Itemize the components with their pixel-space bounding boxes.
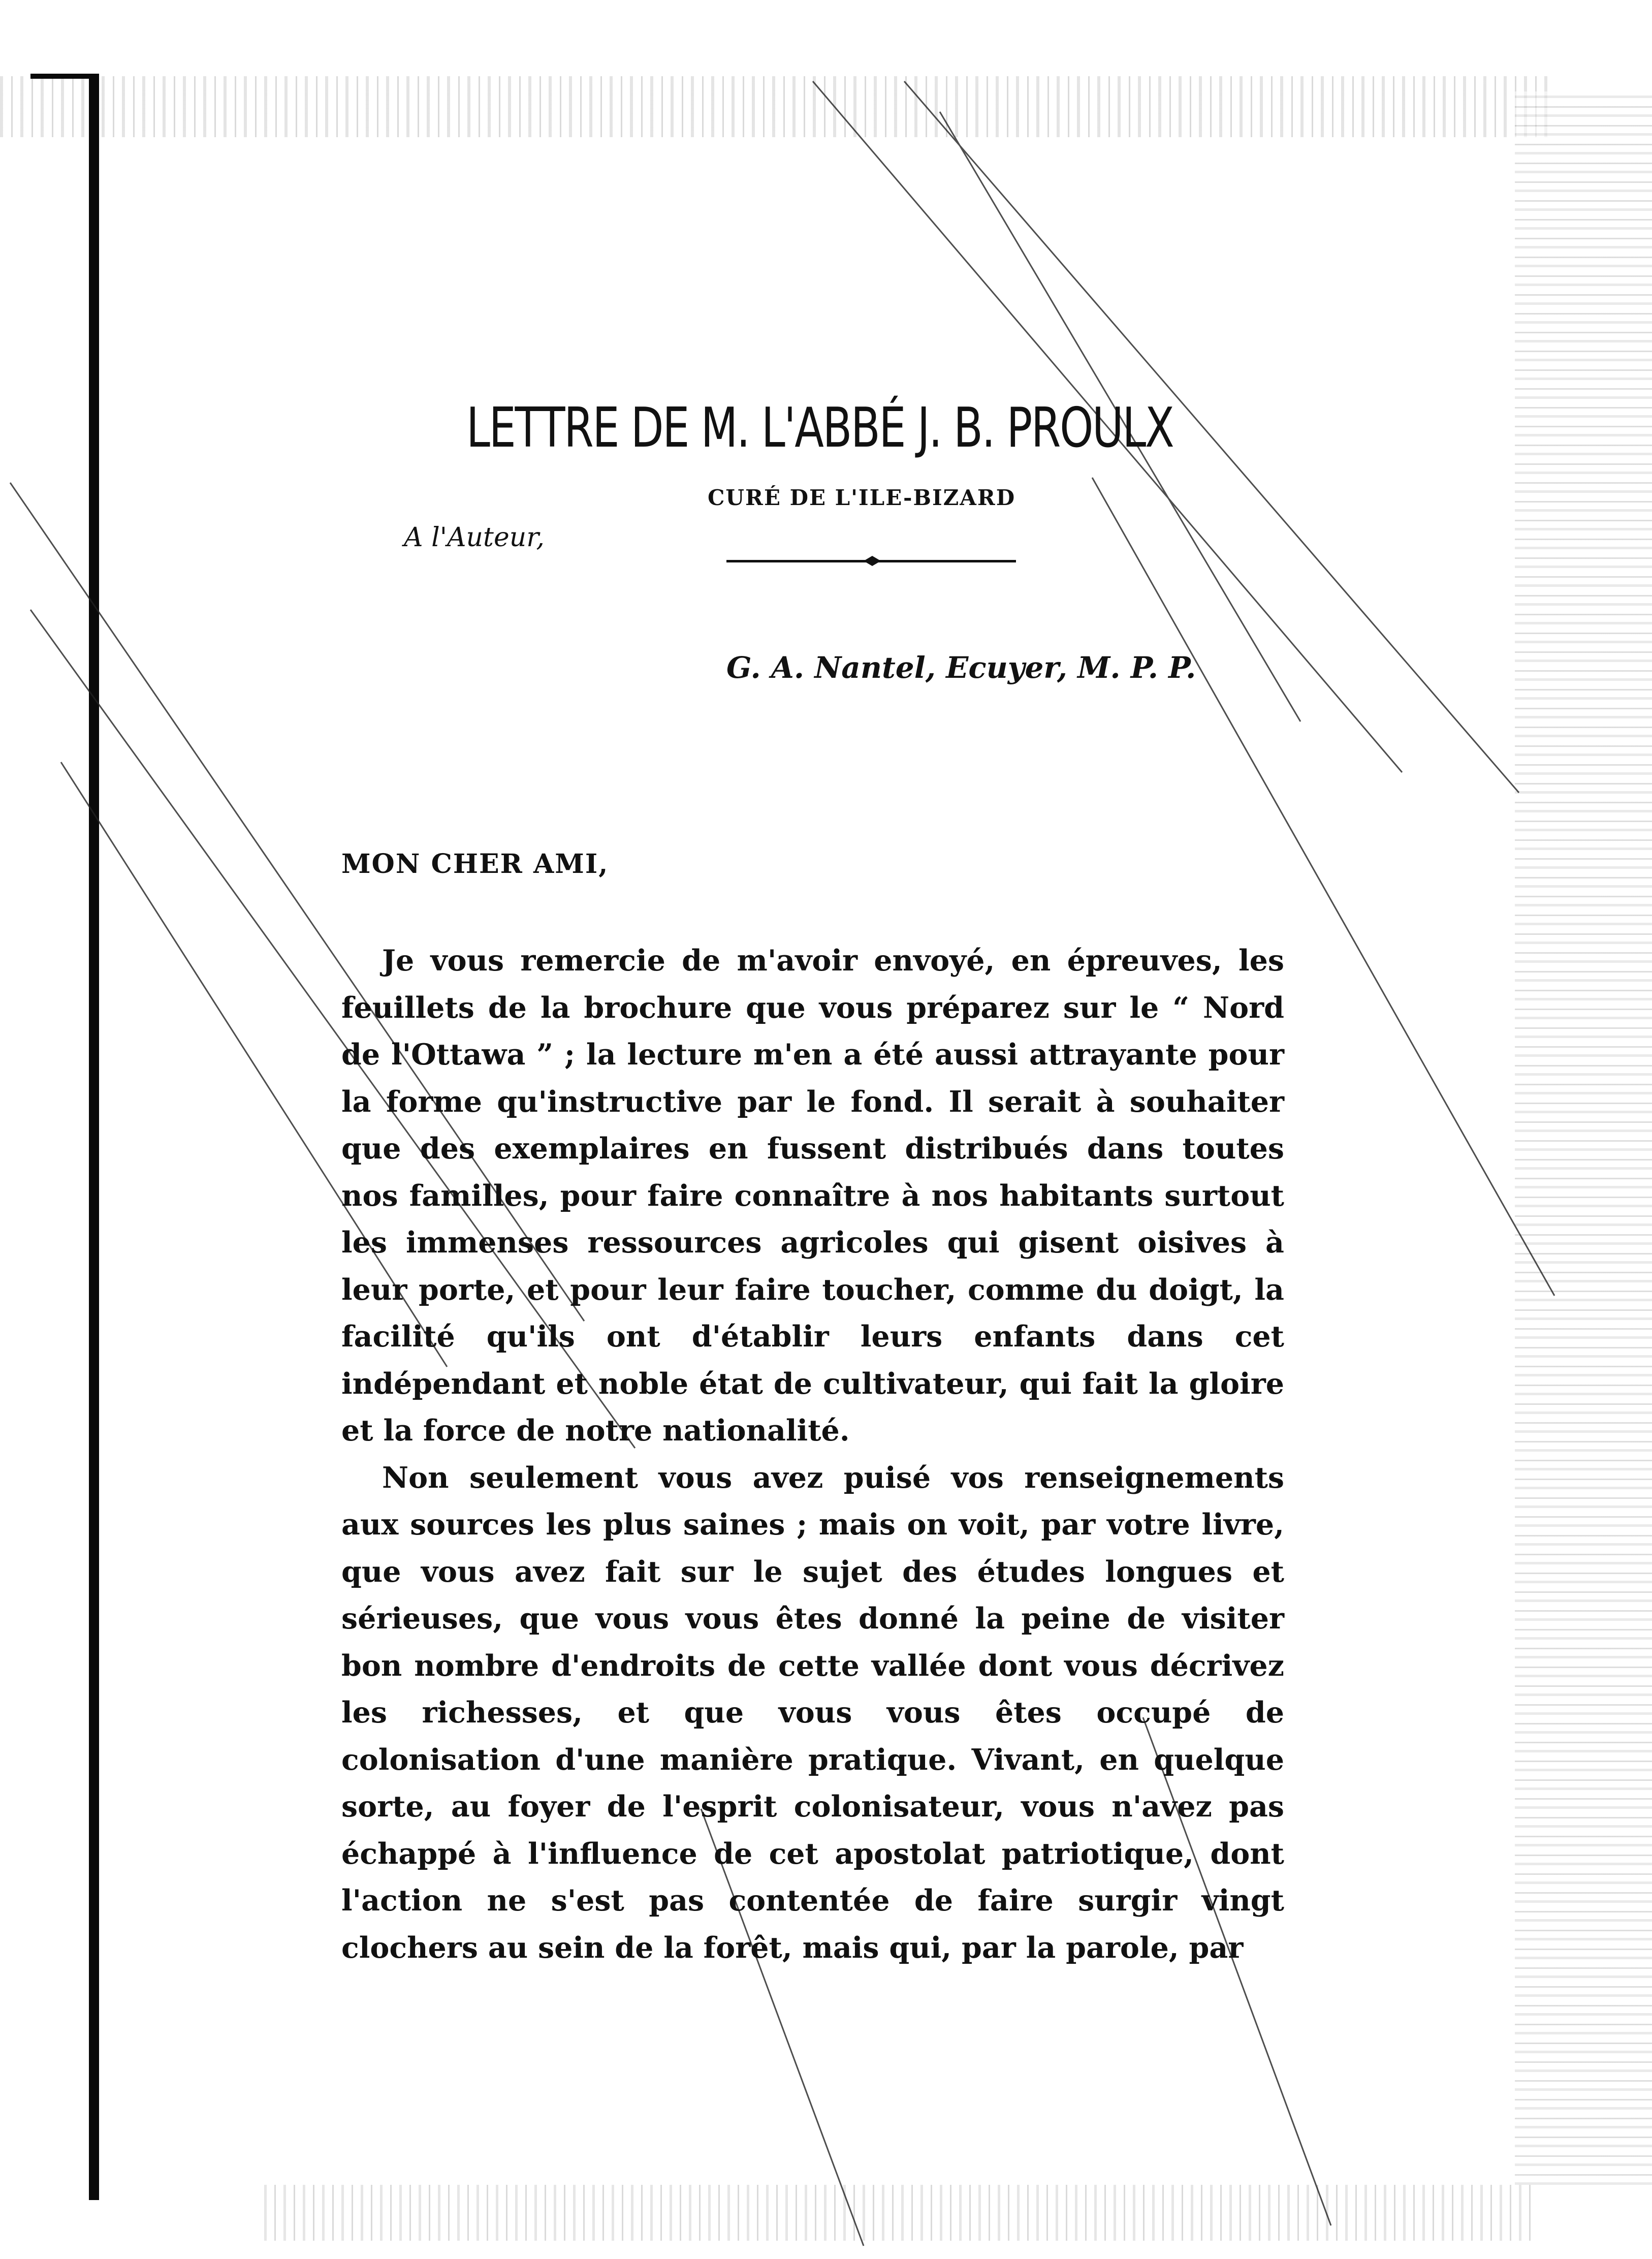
letter-body [341,937,1284,1971]
addressee: G. A. Nantel, Ecuyer, M. P. P. [726,650,1196,685]
letter-title: LETTRE DE M. L'ABBÉ J. B. PROULX [466,396,1173,460]
greeting: MON CHER AMI, [341,849,609,880]
paragraph: Non seulement vous avez puisé vos renseignements aux sources les plus saines ; mais on voit, par votre livre, que vous avez fait sur le sujet des études longues et sérieuses, que vous vous êtes donné la peine de visiter bon nombre d'endroits de cette vallée dont vous décrivez les richesses, et que vous vous êtes occupé de colonisation d'une manière pratique. Vivant, en quelque sorte, au foyer de l'esprit colonisateur, vous n'avez pas échappé à l'influence de cet apostolat patriotique, dont l'action ne s'est pas contentée de faire surgir vingt clochers au sein de la forêt, mais qui, par la parole, par [341,1460,1284,1965]
letter-subtitle: CURÉ DE L'ILE-BIZARD [708,485,1016,510]
to-line: A l'Auteur, [404,522,545,553]
paragraph: Je vous remercie de m'avoir envoyé, en épreuves, les feuillets de la brochure que vous préparez sur le “ Nord de l'Ottawa ” ; la lecture m'en a été aussi attrayante pour la forme qu'instructive par le fond. Il serait à souhaiter que des exemplaires en fussent distribués dans toutes nos familles, pour faire connaître à nos habitants surtout les immenses ressources agricoles qui gisent oisives à leur porte, et pour leur faire toucher, comme du doigt, la facilité qu'ils ont d'établir leurs enfants dans cet indépendant et noble état de cultivateur, qui fait la gloire et la force de notre nationalité. [341,944,1284,1448]
